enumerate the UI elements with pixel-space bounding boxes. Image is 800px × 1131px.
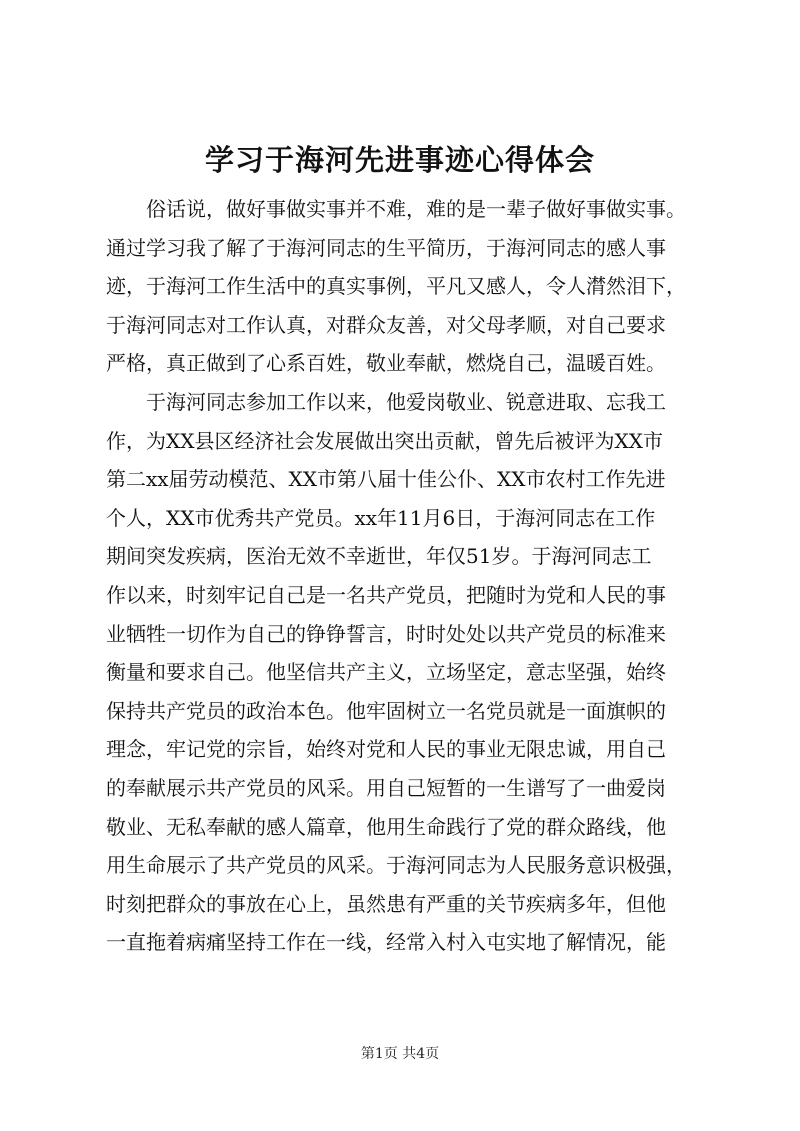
paragraph-line: 第二xx届劳动模范、XX市第八届十佳公仆、XX市农村工作先进: [106, 467, 666, 492]
paragraph-line: 衡量和要求自己。他坚信共产主义，立场坚定，意志坚强，始终: [106, 660, 666, 685]
paragraph-line: 于海河同志对工作认真，对群众友善，对父母孝顺，对自己要求: [106, 312, 666, 337]
paragraph-line: 理念，牢记党的宗旨，始终对党和人民的事业无限忠诚，用自己: [106, 737, 666, 762]
paragraph-line: 作以来，时刻牢记自己是一名共产党员，把随时为党和人民的事: [106, 582, 666, 607]
paragraph-line: 俗话说，做好事做实事并不难，难的是一辈子做好事做实事。: [146, 197, 686, 221]
paragraph-line: 用生命展示了共产党员的风采。于海河同志为人民服务意识极强，: [106, 853, 686, 878]
paragraph-line: 期间突发疾病，医治无效不幸逝世，年仅51岁。于海河同志工: [106, 544, 652, 569]
page-number-footer: 第1页 共4页: [360, 1046, 440, 1062]
document-title: 学习于海河先进事迹心得体会: [204, 143, 595, 177]
paragraph-line: 的奉献展示共产党员的风采。用自己短暂的一生谱写了一曲爱岗: [106, 775, 666, 800]
paragraph-line: 严格，真正做到了心系百姓，敬业奉献，燃烧自己，温暖百姓。: [106, 351, 666, 376]
paragraph-line: 一直拖着病痛坚持工作在一线，经常入村入屯实地了解情况，能: [106, 930, 666, 955]
paragraph-line: 于海河同志参加工作以来，他爱岗敬业、锐意进取、忘我工: [146, 389, 666, 414]
paragraph-line: 作，为XX县区经济社会发展做出突出贡献，曾先后被评为XX市: [106, 428, 663, 453]
paragraph-line: 业牺牲一切作为自己的铮铮誓言，时时处处以共产党员的标准来: [106, 621, 666, 646]
paragraph-line: 迹，于海河工作生活中的真实事例，平凡又感人，令人潸然泪下，: [106, 274, 686, 299]
paragraph-line: 时刻把群众的事放在心上，虽然患有严重的关节疾病多年，但他: [106, 891, 666, 916]
paragraph-line: 敬业、无私奉献的感人篇章，他用生命践行了党的群众路线，他: [106, 814, 666, 839]
paragraph-line: 个人，XX市优秀共产党员。xx年11月6日，于海河同志在工作: [106, 505, 656, 530]
document-body: [106, 190, 716, 962]
paragraph-line: 保持共产党员的政治本色。他牢固树立一名党员就是一面旗帜的: [106, 698, 666, 723]
paragraph-line: 通过学习我了解了于海河同志的生平简历，于海河同志的感人事: [106, 235, 666, 260]
